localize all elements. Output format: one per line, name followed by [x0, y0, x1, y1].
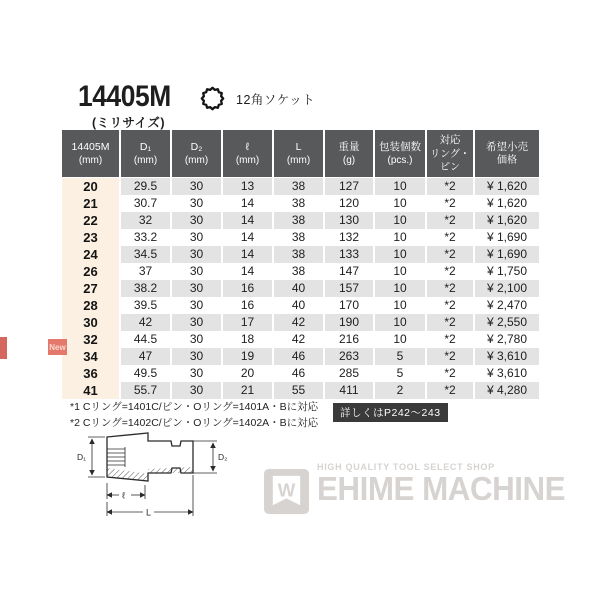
column-header: 14405M (mm): [62, 130, 120, 177]
cell-L: 38: [273, 195, 324, 212]
cell-price: ¥ 2,550: [474, 314, 539, 331]
column-header: 希望小売 価格: [474, 130, 539, 177]
cell-ring: *2: [426, 331, 474, 348]
cell-d2: 30: [171, 229, 222, 246]
cell-d2: 30: [171, 314, 222, 331]
table-row: [62, 331, 539, 348]
cell-L: 40: [273, 297, 324, 314]
footnotes: [70, 399, 318, 431]
table-row: [62, 212, 539, 229]
cell-ring: *2: [426, 365, 474, 382]
cell-l: 14: [222, 246, 273, 263]
twelve-point-socket-icon: [200, 86, 225, 111]
shop-logo-mark-icon: [264, 469, 309, 514]
cell-size: 34: [62, 348, 120, 365]
cell-weight: 133: [324, 246, 374, 263]
cell-size: 27: [62, 280, 120, 297]
socket-serrations: [107, 447, 125, 467]
cell-ring: *2: [426, 195, 474, 212]
cell-price: ¥ 2,780: [474, 331, 539, 348]
dim-label-l-small: ℓ: [122, 490, 125, 501]
cell-pack: 10: [374, 246, 426, 263]
cell-l: 18: [222, 331, 273, 348]
cell-pack: 10: [374, 331, 426, 348]
cell-d1: 38.2: [120, 280, 171, 297]
cell-d2: 30: [171, 297, 222, 314]
table-row: [62, 280, 539, 297]
cell-pack: 10: [374, 263, 426, 280]
cell-d1: 39.5: [120, 297, 171, 314]
cell-d2: 30: [171, 263, 222, 280]
dim-d1: [88, 437, 105, 477]
cell-pack: 5: [374, 348, 426, 365]
cell-d1: 44.5: [120, 331, 171, 348]
cell-d2: 30: [171, 348, 222, 365]
logo-mark-letter: W: [277, 479, 296, 501]
table-row: [62, 365, 539, 382]
new-badge: New: [48, 339, 67, 355]
cell-d1: 49.5: [120, 365, 171, 382]
product-title-block: [78, 82, 183, 131]
cell-ring: *2: [426, 348, 474, 365]
cell-price: ¥ 1,750: [474, 263, 539, 280]
footnote-2: *2 Cリング=1402C/ピン・Oリング=1402A・Bに対応: [70, 417, 319, 429]
cell-l: 13: [222, 177, 273, 195]
spec-table: [62, 130, 539, 399]
cell-size: 20: [62, 177, 120, 195]
table-row: [62, 314, 539, 331]
socket-type-label: 12角ソケット: [236, 92, 316, 107]
dim-label-d1: D₁: [77, 452, 87, 462]
cell-d1: 30.7: [120, 195, 171, 212]
cell-weight: 120: [324, 195, 374, 212]
cell-weight: 157: [324, 280, 374, 297]
socket-dimension-diagram: [76, 428, 234, 523]
table-row: [62, 348, 539, 365]
cell-size: 30: [62, 314, 120, 331]
column-header: 重量 (g): [324, 130, 374, 177]
cell-weight: 285: [324, 365, 374, 382]
cell-L: 38: [273, 263, 324, 280]
cell-weight: 411: [324, 382, 374, 399]
table-row: [62, 382, 539, 399]
cell-d1: 47: [120, 348, 171, 365]
cell-ring: *2: [426, 314, 474, 331]
cell-size: 21: [62, 195, 120, 212]
product-size-note: (ミリサイズ): [92, 116, 166, 130]
dim-d2: [193, 441, 217, 473]
column-header: 包装個数 (pcs.): [374, 130, 426, 177]
cell-pack: 10: [374, 177, 426, 195]
cell-d2: 30: [171, 195, 222, 212]
cell-weight: 170: [324, 297, 374, 314]
cell-price: ¥ 2,100: [474, 280, 539, 297]
shop-name: EHIME MACHINE: [317, 470, 566, 507]
cell-pack: 10: [374, 229, 426, 246]
cell-ring: *2: [426, 229, 474, 246]
cell-size: 32: [62, 331, 120, 348]
cell-d1: 33.2: [120, 229, 171, 246]
cell-size: 26: [62, 263, 120, 280]
table-row: [62, 229, 539, 246]
cell-l: 14: [222, 229, 273, 246]
cell-size: 24: [62, 246, 120, 263]
cell-ring: *2: [426, 297, 474, 314]
table-row: [62, 195, 539, 212]
cell-weight: 263: [324, 348, 374, 365]
table-row: [62, 263, 539, 280]
cell-d1: 32: [120, 212, 171, 229]
cell-price: ¥ 1,620: [474, 177, 539, 195]
cell-d2: 30: [171, 177, 222, 195]
cell-pack: 10: [374, 297, 426, 314]
cell-l: 14: [222, 212, 273, 229]
dim-label-l-total: L: [146, 507, 152, 518]
cell-L: 38: [273, 229, 324, 246]
column-header: ℓ (mm): [222, 130, 273, 177]
cell-price: ¥ 1,620: [474, 212, 539, 229]
cell-size: 22: [62, 212, 120, 229]
cell-size: 28: [62, 297, 120, 314]
column-header: 対応 リング・ピン: [426, 130, 474, 177]
footnote-1: *1 Cリング=1401C/ピン・Oリング=1401A・Bに対応: [70, 401, 319, 413]
cell-size: 23: [62, 229, 120, 246]
cell-d2: 30: [171, 280, 222, 297]
cell-l: 16: [222, 297, 273, 314]
cell-l: 17: [222, 314, 273, 331]
cell-l: 16: [222, 280, 273, 297]
cell-price: ¥ 3,610: [474, 365, 539, 382]
socket-type-block: [200, 86, 315, 111]
cell-size: 41: [62, 382, 120, 399]
cell-ring: *2: [426, 212, 474, 229]
column-header: D₁ (mm): [120, 130, 171, 177]
cell-pack: 5: [374, 365, 426, 382]
table-row: [62, 246, 539, 263]
cell-price: ¥ 1,690: [474, 246, 539, 263]
cell-l: 21: [222, 382, 273, 399]
table-row: [62, 177, 539, 195]
cell-ring: *2: [426, 382, 474, 399]
column-header: D₂ (mm): [171, 130, 222, 177]
cell-ring: *2: [426, 280, 474, 297]
dim-l-small: [107, 483, 145, 499]
cell-L: 40: [273, 280, 324, 297]
cell-L: 38: [273, 212, 324, 229]
cell-price: ¥ 4,280: [474, 382, 539, 399]
cell-l: 19: [222, 348, 273, 365]
cell-l: 14: [222, 195, 273, 212]
cell-d1: 34.5: [120, 246, 171, 263]
cell-L: 46: [273, 365, 324, 382]
cell-pack: 2: [374, 382, 426, 399]
cell-L: 42: [273, 331, 324, 348]
cell-d1: 55.7: [120, 382, 171, 399]
cell-d1: 29.5: [120, 177, 171, 195]
cell-L: 38: [273, 246, 324, 263]
cell-weight: 216: [324, 331, 374, 348]
shop-tagline: HIGH QUALITY TOOL SELECT SHOP: [317, 462, 495, 472]
table-head-row: [62, 130, 539, 177]
cell-L: 38: [273, 177, 324, 195]
detail-page-link-badge[interactable]: 詳しくはP242～243: [333, 403, 448, 422]
cell-L: 42: [273, 314, 324, 331]
table-body: [62, 177, 539, 399]
cell-price: ¥ 1,690: [474, 229, 539, 246]
cell-d1: 37: [120, 263, 171, 280]
table-row: [62, 297, 539, 314]
column-header: L (mm): [273, 130, 324, 177]
page-edge-red-marker: [0, 337, 7, 359]
cell-size: 36: [62, 365, 120, 382]
cell-weight: 132: [324, 229, 374, 246]
cell-price: ¥ 2,470: [474, 297, 539, 314]
cell-ring: *2: [426, 263, 474, 280]
cell-pack: 10: [374, 212, 426, 229]
cell-d2: 30: [171, 246, 222, 263]
cell-L: 55: [273, 382, 324, 399]
cell-d2: 30: [171, 212, 222, 229]
cell-weight: 190: [324, 314, 374, 331]
dim-label-d2: D₂: [218, 452, 228, 462]
hatch-collar: [148, 467, 193, 473]
cell-d2: 30: [171, 365, 222, 382]
cell-price: ¥ 1,620: [474, 195, 539, 212]
cell-pack: 10: [374, 195, 426, 212]
shop-logo: [264, 460, 578, 514]
cell-d2: 30: [171, 382, 222, 399]
cell-weight: 147: [324, 263, 374, 280]
cell-ring: *2: [426, 246, 474, 263]
product-model: 14405M: [78, 80, 171, 113]
cell-weight: 127: [324, 177, 374, 195]
cell-ring: *2: [426, 177, 474, 195]
cell-l: 20: [222, 365, 273, 382]
cell-d2: 30: [171, 331, 222, 348]
cell-d1: 42: [120, 314, 171, 331]
cell-l: 14: [222, 263, 273, 280]
cell-pack: 10: [374, 280, 426, 297]
cell-pack: 10: [374, 314, 426, 331]
cell-L: 46: [273, 348, 324, 365]
cell-weight: 130: [324, 212, 374, 229]
cell-price: ¥ 3,610: [474, 348, 539, 365]
